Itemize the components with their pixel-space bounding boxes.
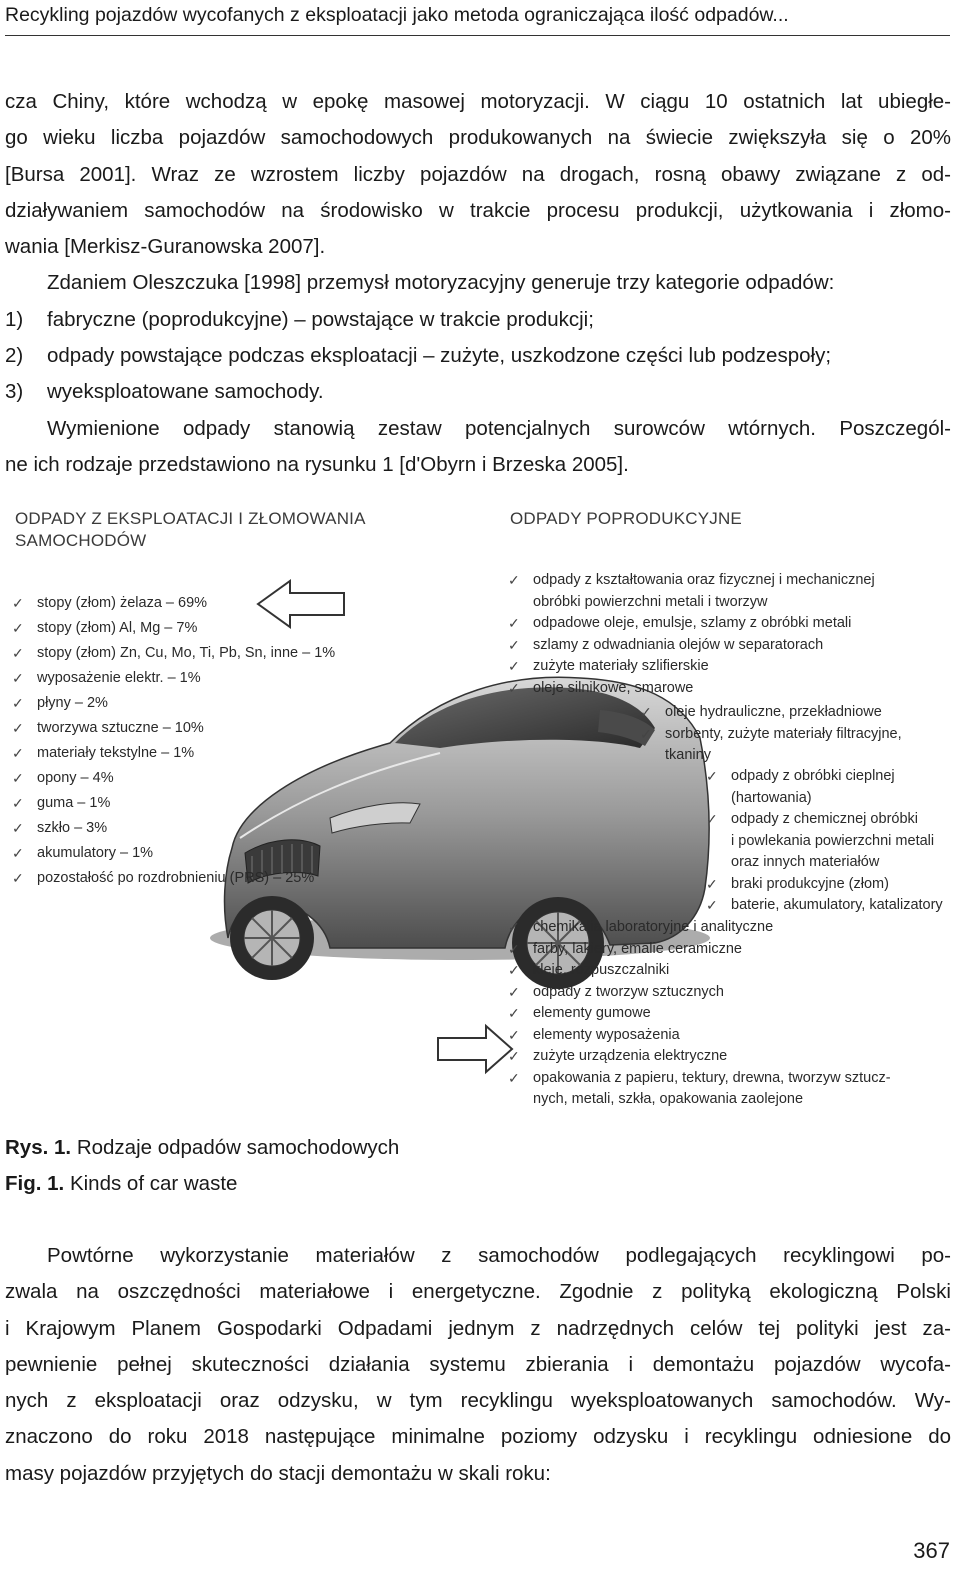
check-icon: ✓ — [508, 962, 520, 978]
check-icon: ✓ — [508, 1048, 520, 1064]
check-icon: ✓ — [508, 1005, 520, 1021]
text-line: zwala na oszczędności materiałowe i energetyczne. Zgodnie z polityką ekologiczną Polski — [5, 1280, 951, 1304]
list-item: ✓ szlamy z odwadniania olejów w separatorach — [508, 635, 875, 657]
check-icon — [508, 1089, 533, 1111]
list-item: ✓ odpady z kształtowania oraz fizycznej i mechanicznej — [508, 570, 875, 592]
text-line: nych z eksploatacji oraz odzysku, w tym recyklingu wyeksploatowanych samochodów. Wy- — [5, 1389, 951, 1413]
right-waste-list-2 — [640, 702, 902, 767]
check-icon — [706, 852, 731, 874]
check-icon: ✓ — [12, 720, 24, 736]
check-icon: ✓ — [12, 620, 24, 636]
list-item: ✓ baterie, akumulatory, katalizatory — [706, 895, 943, 917]
list-item: ✓ odpady z obróbki cieplnej — [706, 766, 943, 788]
list-item: ✓ odpady z tworzyw sztucznych — [508, 982, 891, 1004]
running-title: Recykling pojazdów wycofanych z eksploatacji jako metoda ograniczająca ilość odpadów... — [5, 4, 789, 26]
check-icon: ✓ — [508, 658, 520, 674]
paragraph-1 — [5, 84, 951, 483]
list-item: ✓ oleje silnikowe, smarowe — [508, 678, 875, 700]
right-arrow-icon — [438, 1026, 512, 1072]
right-waste-list-1 — [508, 570, 875, 699]
check-icon: ✓ — [12, 770, 24, 786]
list-item: ✓ elementy gumowe — [508, 1003, 891, 1025]
list-item-continuation: (hartowania) — [706, 788, 943, 810]
check-icon: ✓ — [508, 1069, 520, 1086]
text-line: ne ich rodzaje przedstawiono na rysunku 1 [d'Obyrn i Brzeska 2005]. — [5, 452, 629, 476]
check-icon: ✓ — [12, 645, 24, 661]
text-line: masy pojazdów przyjętych do stacji demontażu w skali roku: — [5, 1461, 551, 1485]
check-icon: ✓ — [508, 679, 520, 696]
list-item-continuation: obróbki powierzchni metali i tworzyw — [508, 592, 875, 614]
list-item: ✓ stopy (złom) żelaza – 69% — [12, 591, 335, 616]
right-waste-list-4 — [508, 917, 891, 1111]
list-item: ✓ braki produkcyjne (złom) — [706, 874, 943, 896]
check-icon: ✓ — [508, 919, 520, 935]
list-item: ✓ odpadowe oleje, emulsje, szlamy z obróbki metali — [508, 613, 875, 635]
list-item: 1) fabryczne (poprodukcyjne) – powstające w trakcie produkcji; — [5, 307, 594, 331]
list-item: ✓ akumulatory – 1% — [12, 841, 335, 866]
list-item: ✓ chemikalia laboratoryjne i analityczne — [508, 917, 891, 939]
check-icon — [508, 592, 533, 614]
list-item: ✓ odpady z chemicznej obróbki — [706, 809, 943, 831]
text-line: [Bursa 2001]. Wraz ze wzrostem liczby pojazdów na drogach, rosną obawy związane z od- — [5, 162, 951, 186]
text-line: pewnienie pełnej skuteczności działania systemu zbierania i demontażu pojazdów wycofa- — [5, 1352, 951, 1376]
caption-english: Fig. 1. Kinds of car waste — [5, 1172, 238, 1195]
text-line: Powtórne wykorzystanie materiałów z samochodów podlegających recyklingowi po- — [47, 1244, 951, 1267]
left-figure-title: ODPADY Z EKSPLOATACJI I ZŁOMOWANIA SAMOCHODÓW — [15, 509, 366, 550]
check-icon: ✓ — [508, 1026, 520, 1043]
list-item: ✓ elementy wyposażenia — [508, 1025, 891, 1047]
list-item: ✓ wyposażenie elektr. – 1% — [12, 666, 335, 691]
caption-polish: Rys. 1. Rodzaje odpadów samochodowych — [5, 1136, 400, 1159]
list-item: ✓ kleje, rozpuszczalniki — [508, 960, 891, 982]
list-item: ✓ pozostałość po rozdrobnieniu (PRS) – 25% — [12, 866, 335, 891]
list-item: ✓ tworzywa sztuczne – 10% — [12, 716, 335, 741]
list-item: ✓ sorbenty, zużyte materiały filtracyjne, — [640, 724, 902, 746]
left-waste-list — [12, 591, 335, 891]
page-number: 367 — [913, 1538, 950, 1563]
check-icon: ✓ — [12, 745, 24, 761]
list-item: ✓ oleje hydrauliczne, przekładniowe — [640, 702, 902, 724]
figure-car-waste — [0, 498, 960, 1128]
check-icon: ✓ — [508, 983, 520, 1000]
check-icon: ✓ — [640, 725, 652, 742]
check-icon: ✓ — [12, 845, 24, 861]
check-icon: ✓ — [12, 870, 24, 886]
check-icon — [706, 831, 731, 853]
running-header — [5, 2, 950, 36]
check-icon: ✓ — [706, 875, 718, 892]
list-item: ✓ guma – 1% — [12, 791, 335, 816]
text-line: Wymienione odpady stanowią zestaw potencjalnych surowców wtórnych. Poszczegól- — [47, 416, 951, 440]
list-item: ✓ opony – 4% — [12, 766, 335, 791]
check-icon: ✓ — [706, 768, 718, 784]
check-icon: ✓ — [12, 695, 24, 711]
check-icon: ✓ — [508, 615, 520, 631]
list-item-continuation: i powlekania powierzchni metali — [706, 831, 943, 853]
right-figure-title: ODPADY POPRODUKCYJNE — [510, 509, 742, 528]
list-item: ✓ zużyte materiały szlifierskie — [508, 656, 875, 678]
figure-caption — [5, 1130, 399, 1202]
text-line: wania [Merkisz-Guranowska 2007]. — [5, 235, 326, 259]
check-icon: ✓ — [706, 811, 718, 827]
text-line: go wieku liczba pojazdów samochodowych produkowanych na świecie zwiększyła się o 20% — [5, 126, 951, 150]
paragraph-4 — [5, 1238, 951, 1492]
list-item: ✓ zużyte urządzenia elektryczne — [508, 1046, 891, 1068]
list-item: 3) wyeksploatowane samochody. — [5, 380, 324, 404]
list-item: ✓ szkło – 3% — [12, 816, 335, 841]
text-line: cza Chiny, które wchodzą w epokę masowej motoryzacji. W ciągu 10 ostatnich lat ubiegłe- — [5, 90, 951, 113]
list-item: 2) odpady powstające podczas eksploatacji – zużyte, uszkodzone części lub podzespoły; — [5, 344, 832, 368]
list-item-continuation: nych, metali, szkła, opakowania zaolejone — [508, 1089, 891, 1111]
paragraph-2-intro: Zdaniem Oleszczuka [1998] przemysł motoryzacyjny generuje trzy kategorie odpadów: — [47, 271, 835, 295]
list-item: ✓ płyny – 2% — [12, 691, 335, 716]
check-icon: ✓ — [706, 897, 718, 913]
list-item: ✓ stopy (złom) Al, Mg – 7% — [12, 616, 335, 641]
list-item-continuation: tkaniny — [640, 745, 902, 767]
text-line: i Krajowym Planem Gospodarki Odpadami jednym z nadrzędnych celów tej polityki jest za- — [5, 1316, 951, 1340]
check-icon: ✓ — [508, 940, 520, 957]
list-item: ✓ opakowania z papieru, tektury, drewna, tworzyw sztucz- — [508, 1068, 891, 1090]
list-item: ✓ stopy (złom) Zn, Cu, Mo, Ti, Pb, Sn, inne – 1% — [12, 641, 335, 666]
check-icon: ✓ — [12, 820, 24, 836]
list-item: ✓ materiały tekstylne – 1% — [12, 741, 335, 766]
list-item-continuation: oraz innych materiałów — [706, 852, 943, 874]
text-line: działywaniem samochodów na środowisko w trakcie procesu produkcji, użytkowania i złomo- — [5, 198, 951, 222]
check-icon: ✓ — [508, 572, 520, 588]
check-icon: ✓ — [508, 636, 520, 653]
text-line: znaczono do roku 2018 następujące minimalne poziomy odzysku i recyklingu odniesione do — [5, 1425, 951, 1449]
list-item: ✓ farby, lakiery, emalie ceramiczne — [508, 939, 891, 961]
right-waste-list-3 — [706, 766, 943, 917]
check-icon: ✓ — [12, 670, 24, 686]
check-icon: ✓ — [12, 595, 24, 611]
check-icon — [706, 788, 731, 810]
check-icon — [640, 745, 665, 767]
check-icon: ✓ — [12, 795, 24, 811]
check-icon: ✓ — [640, 704, 652, 720]
